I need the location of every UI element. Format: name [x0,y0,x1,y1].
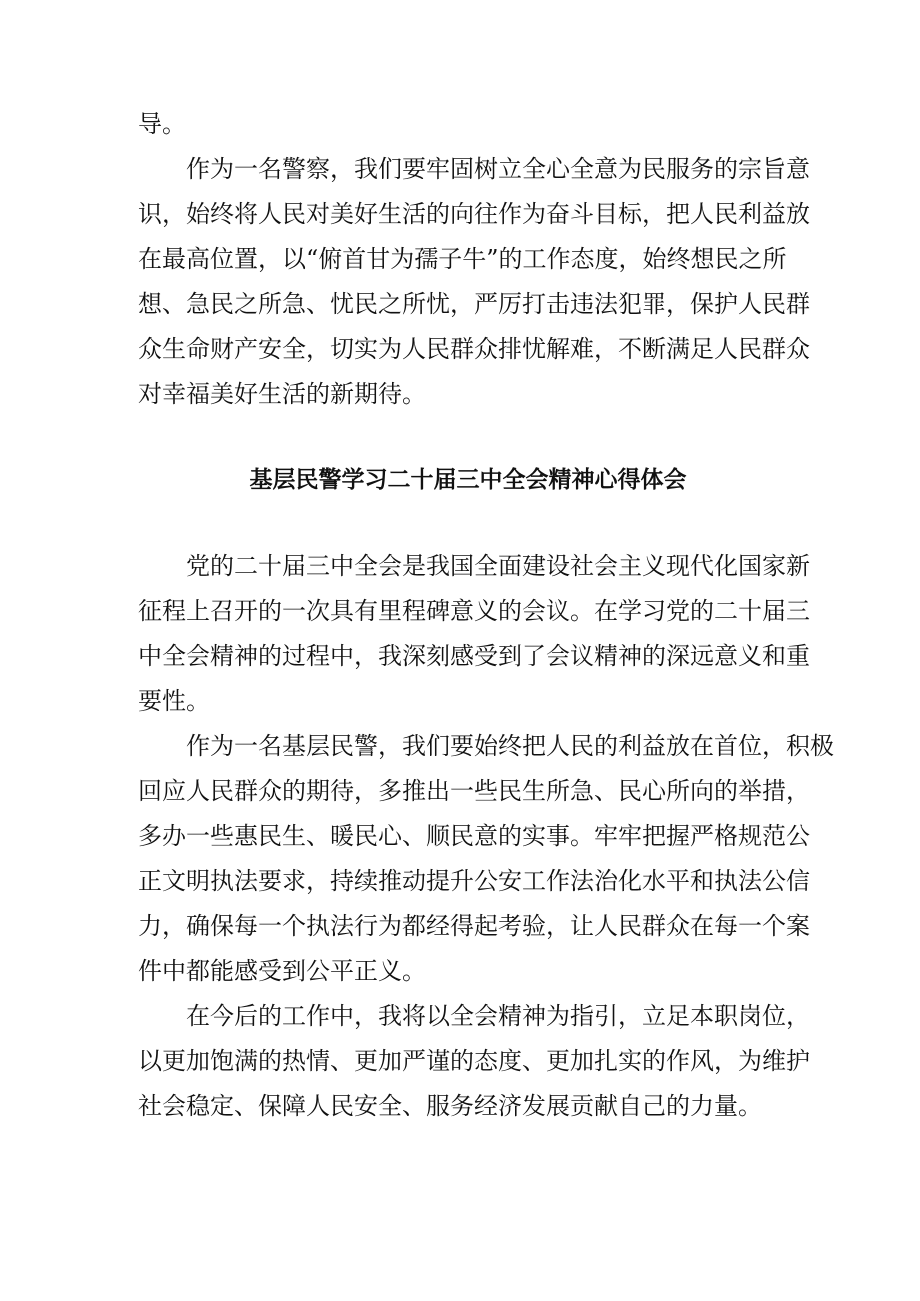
paragraph-line: 中全会精神的过程中，我深刻感受到了会议精神的深远意义和重 [138,642,810,670]
paragraph-line: 识，始终将人民对美好生活的向往作为奋斗目标，把人民利益放 [138,200,810,228]
paragraph-line: 导。 [138,110,186,138]
paragraph-line: 正文明执法要求，持续推动提升公安工作法治化水平和执法公信 [138,867,810,895]
paragraph-line: 想、急民之所急、忧民之所忧，严厉打击违法犯罪，保护人民群 [138,290,810,318]
paragraph-line: 力，确保每一个执法行为都经得起考验，让人民群众在每一个案 [138,912,810,940]
paragraph-line: 征程上召开的一次具有里程碑意义的会议。在学习党的二十届三 [138,597,810,625]
paragraph-line: 多办一些惠民生、暖民心、顺民意的实事。牢牢把握严格规范公 [138,822,810,850]
paragraph-line: 回应人民群众的期待，多推出一些民生所急、民心所向的举措， [138,777,810,805]
document-content [138,102,834,1129]
paragraph-line: 党的二十届三中全会是我国全面建设社会主义现代化国家新 [186,552,810,580]
article-title: 基层民警学习二十届三中全会精神心得体会 [249,467,687,493]
paragraph-line: 作为一名警察，我们要牢固树立全心全意为民服务的宗旨意 [186,155,810,183]
paragraph-line: 在今后的工作中，我将以全会精神为指引，立足本职岗位， [186,1002,810,1030]
paragraph-line: 要性。 [138,687,210,715]
paragraph-line: 作为一名基层民警，我们要始终把人民的利益放在首位，积极 [186,732,834,760]
paragraph-line: 对幸福美好生活的新期待。 [138,380,426,408]
paragraph-line: 社会稳定、保障人民安全、服务经济发展贡献自己的力量。 [138,1092,762,1120]
paragraph-line: 在最高位置，以“俯首甘为孺子牛”的工作态度，始终想民之所 [138,245,787,273]
paragraph-line: 众生命财产安全，切实为人民群众排忧解难，不断满足人民群众 [138,335,810,363]
paragraph-line: 以更加饱满的热情、更加严谨的态度、更加扎实的作风，为维护 [138,1047,810,1075]
paragraph-line: 件中都能感受到公平正义。 [138,957,426,985]
